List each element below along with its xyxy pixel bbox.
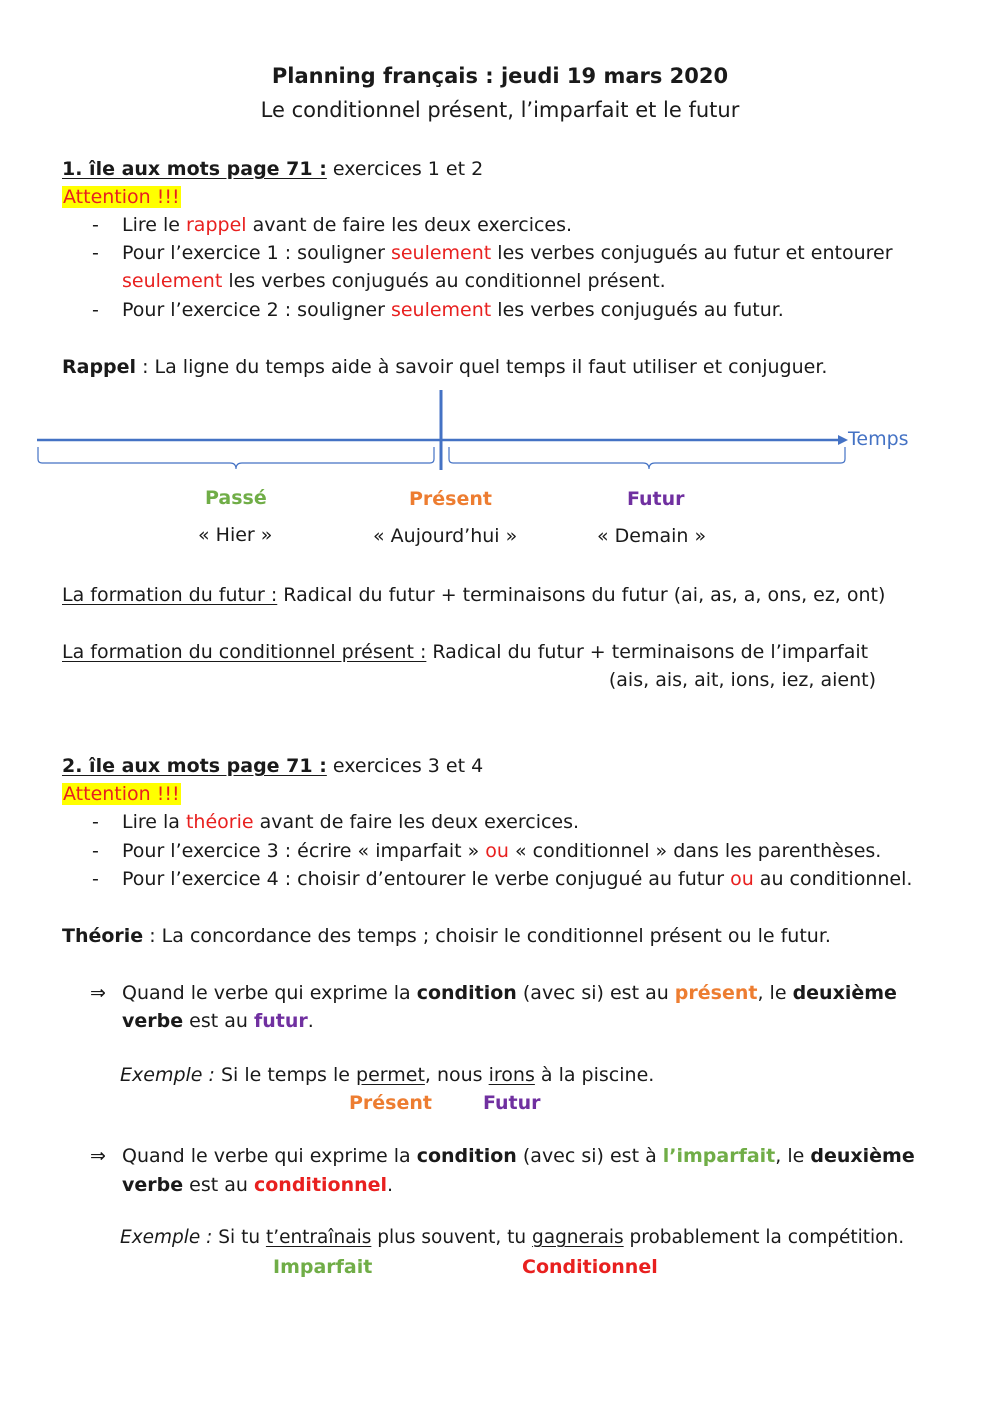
underlined-verb: permet <box>356 1064 425 1086</box>
bullet-dash: - <box>92 811 99 833</box>
underlined-verb: t’entraînais <box>265 1227 372 1248</box>
text: Quand le verbe qui exprime la <box>122 982 417 1004</box>
red-word: rappel <box>186 214 247 236</box>
imparfait-word: l’imparfait <box>662 1145 776 1167</box>
bold-word: verbe <box>122 1174 184 1196</box>
theorie-text: : La concordance des temps ; choisir le conditionnel présent ou le futur. <box>143 925 831 947</box>
formation-cond-text: Radical du futur + terminaisons de l’imparfait <box>426 641 869 663</box>
formation-futur-label: La formation du futur : <box>62 584 278 606</box>
text: (avec si) est à <box>516 1145 663 1167</box>
text: Quand le verbe qui exprime la <box>122 1145 417 1167</box>
bullet-dash: - <box>92 214 99 236</box>
rappel-text: : La ligne du temps aide à savoir quel temps il faut utiliser et conjuguer. <box>136 356 828 378</box>
conditionnel-word: conditionnel <box>253 1174 388 1196</box>
text: , le <box>775 1145 811 1167</box>
section1-bullet2-cont <box>122 267 666 295</box>
text: Pour l’exercice 1 : souligner <box>122 242 391 264</box>
red-word: seulement <box>122 270 223 292</box>
text: Pour l’exercice 3 : écrire « imparfait » <box>122 840 486 862</box>
text: , nous <box>424 1064 489 1086</box>
text: Pour l’exercice 2 : souligner <box>122 299 391 321</box>
timeline-past-example: « Hier » <box>198 524 273 546</box>
text: les verbes conjugués au futur. <box>491 299 784 321</box>
text: au conditionnel. <box>753 868 913 890</box>
bold-word: deuxième <box>810 1145 915 1167</box>
text: (avec si) est au <box>516 982 675 1004</box>
bullet-dash: - <box>92 868 99 890</box>
text: Si le temps le <box>214 1064 357 1086</box>
text: est au <box>183 1174 254 1196</box>
text: est au <box>183 1010 254 1032</box>
rappel-label: Rappel <box>62 356 137 378</box>
text: , le <box>757 982 793 1004</box>
text: probablement la compétition. <box>623 1227 905 1248</box>
example-label: Exemple : <box>120 1064 215 1086</box>
text: avant de faire les deux exercices. <box>253 811 580 833</box>
timeline-present-label: Présent <box>409 488 492 510</box>
timeline-present-example: « Aujourd’hui » <box>373 525 518 547</box>
section1-attention-line <box>62 183 181 211</box>
text: Lire le <box>122 214 186 236</box>
timeline-arrowhead <box>838 435 848 445</box>
text: avant de faire les deux exercices. <box>246 214 573 236</box>
section2-heading-rest: exercices 3 et 4 <box>326 755 484 777</box>
example-label: Exemple : <box>120 1227 213 1248</box>
timeline-future-label: Futur <box>627 488 685 510</box>
bold-word: condition <box>416 982 517 1004</box>
bold-word: condition <box>416 1145 517 1167</box>
red-word: seulement <box>390 299 492 321</box>
red-word: seulement <box>390 242 492 264</box>
page-subtitle: Le conditionnel présent, l’imparfait et le futur <box>260 98 740 122</box>
rappel-line <box>62 353 827 381</box>
present-word: présent <box>674 982 758 1004</box>
theorie-line <box>62 922 831 950</box>
double-right-arrow-icon: ⇒ <box>90 982 106 1004</box>
red-word: théorie <box>185 811 254 833</box>
example2-line <box>120 1224 904 1252</box>
section2-heading-line <box>62 752 483 780</box>
section2-attention: Attention !!! <box>63 783 180 805</box>
section1-attention: Attention !!! <box>63 186 180 208</box>
bullet-dash: - <box>92 840 99 862</box>
rule2-line2 <box>122 1171 393 1199</box>
timeline-axis-label: Temps <box>848 428 909 450</box>
formation-cond-label: La formation du conditionnel présent : <box>62 641 427 663</box>
example1-tag-futur: Futur <box>483 1092 541 1114</box>
timeline-future-example: « Demain » <box>597 525 707 547</box>
section1-heading-line <box>62 155 483 183</box>
red-word: ou <box>730 868 754 890</box>
text: . <box>307 1010 314 1032</box>
example1-tag-present: Présent <box>349 1092 432 1114</box>
text: plus souvent, tu <box>371 1227 532 1248</box>
formation-futur-text: Radical du futur + terminaisons du futur (ai, as, a, ons, ez, ont) <box>277 584 886 606</box>
double-right-arrow-icon: ⇒ <box>90 1145 106 1167</box>
example2-tag-imparfait: Imparfait <box>273 1256 373 1278</box>
red-word: ou <box>485 840 509 862</box>
text: les verbes conjugués au conditionnel présent. <box>222 270 666 292</box>
underlined-verb: irons <box>488 1064 535 1086</box>
past-brace <box>38 447 434 469</box>
text: Lire la <box>122 811 186 833</box>
section2-attention-line <box>62 780 181 808</box>
rule1-line2 <box>122 1007 314 1035</box>
formation-futur <box>62 581 885 609</box>
page-title: Planning français : jeudi 19 mars 2020 <box>271 64 729 88</box>
futur-word: futur <box>253 1010 308 1032</box>
future-brace <box>449 447 845 469</box>
bullet-dash: - <box>92 242 99 264</box>
text: Si tu <box>212 1227 266 1248</box>
example2-tag-conditionnel: Conditionnel <box>522 1256 658 1278</box>
text: Pour l’exercice 4 : choisir d’entourer le verbe conjugué au futur <box>122 868 731 890</box>
bold-word: verbe <box>122 1010 184 1032</box>
bullet-dash: - <box>92 299 99 321</box>
text: . <box>387 1174 394 1196</box>
text: « conditionnel » dans les parenthèses. <box>508 840 882 862</box>
section2-heading: 2. île aux mots page 71 : <box>62 755 327 777</box>
formation-conditionnel <box>62 638 868 666</box>
bold-word: deuxième <box>792 982 897 1004</box>
timeline-past-label: Passé <box>205 487 267 509</box>
text: les verbes conjugués au futur et entourer <box>491 242 893 264</box>
section1-heading-rest: exercices 1 et 2 <box>326 158 484 180</box>
theorie-label: Théorie <box>62 925 144 947</box>
underlined-verb: gagnerais <box>531 1227 624 1248</box>
section1-heading: 1. île aux mots page 71 : <box>62 158 327 180</box>
text: à la piscine. <box>534 1064 655 1086</box>
example1-line <box>120 1061 654 1089</box>
formation-cond-endings: (ais, ais, ait, ions, iez, aient) <box>608 669 876 691</box>
